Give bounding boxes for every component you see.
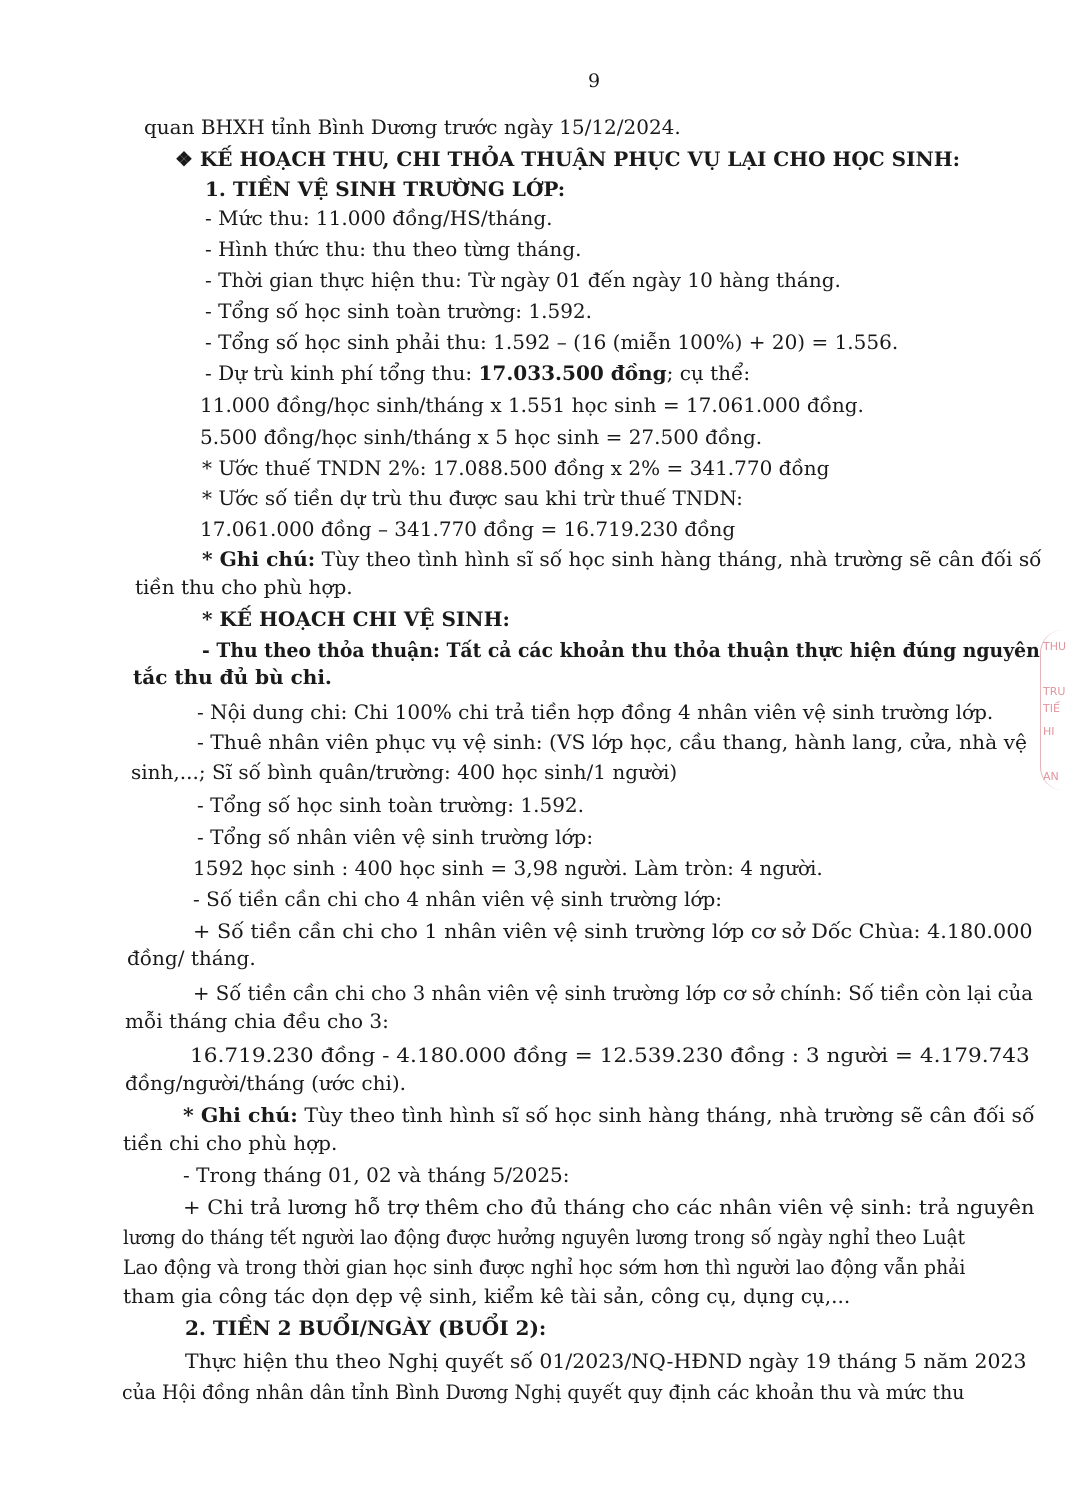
text-line: - Tổng số học sinh phải thu: 1.592 – (16 (miễn 100%) + 20) = 1.556. — [205, 330, 899, 354]
note-label: * Ghi chú: — [202, 547, 316, 571]
text-line: tham gia công tác dọn dẹp vệ sinh, kiểm kê tài sản, công cụ, dụng cụ,... — [123, 1284, 851, 1308]
text-line: lương do tháng tết người lao động được hưởng nguyên lương trong số ngày nghỉ theo Luật — [123, 1225, 965, 1249]
text-line: - Thời gian thực hiện thu: Từ ngày 01 đến ngày 10 hàng tháng. — [205, 268, 841, 292]
text-line: - Thuê nhân viên phục vụ vệ sinh: (VS lớp học, cầu thang, hành lang, cửa, nhà vệ — [197, 730, 1027, 754]
text-line: tiền chi cho phù hợp. — [123, 1131, 338, 1155]
text-line: Lao động và trong thời gian học sinh được nghỉ học sớm hơn thì người lao động vẫn phải — [123, 1255, 966, 1279]
text-line: - Mức thu: 11.000 đồng/HS/tháng. — [205, 206, 553, 230]
text-line: đồng/ tháng. — [127, 946, 256, 970]
text-line: 1592 học sinh : 400 học sinh = 3,98 người. Làm tròn: 4 người. — [193, 856, 823, 880]
text-line: - Nội dung chi: Chi 100% chi trả tiền hợp đồng 4 nhân viên vệ sinh trường lớp. — [197, 700, 994, 724]
text-line: 16.719.230 đồng - 4.180.000 đồng = 12.539.230 đồng : 3 người = 4.179.743 — [190, 1043, 1030, 1067]
note-line — [202, 546, 1042, 572]
text-line: * Ước thuế TNDN 2%: 17.088.500 đồng x 2% = 341.770 đồng — [202, 456, 830, 480]
text-line: mỗi tháng chia đều cho 3: — [125, 1009, 389, 1033]
page-number: 9 — [588, 70, 601, 92]
text-run: Tùy theo tình hình sĩ số học sinh hàng tháng, nhà trường sẽ cân đối số — [297, 1103, 1035, 1127]
text-line: của Hội đồng nhân dân tỉnh Bình Dương Nghị quyết quy định các khoản thu và mức thu — [122, 1380, 965, 1404]
text-line: * Ước số tiền dự trù thu được sau khi trừ thuế TNDN: — [202, 486, 743, 510]
text-line: - Tổng số học sinh toàn trường: 1.592. — [205, 299, 593, 323]
text-run: Tùy theo tình hình sĩ số học sinh hàng tháng, nhà trường sẽ cân đối số — [315, 547, 1042, 571]
note-line — [183, 1102, 1035, 1128]
text-line: 11.000 đồng/học sinh/tháng x 1.551 học sinh = 17.061.000 đồng. — [200, 393, 864, 417]
bold-line: - Thu theo thỏa thuận: Tất cả các khoản thu thỏa thuận thực hiện đúng nguyên — [202, 638, 1040, 662]
text-line: - Trong tháng 01, 02 và tháng 5/2025: — [183, 1163, 570, 1187]
text-line — [205, 360, 750, 386]
text-line: tiền thu cho phù hợp. — [135, 575, 353, 599]
text-line: 17.061.000 đồng – 341.770 đồng = 16.719.230 đồng — [200, 517, 736, 541]
text-run: ; cụ thể: — [666, 361, 751, 385]
text-line: Thực hiện thu theo Nghị quyết số 01/2023/NQ-HĐND ngày 19 tháng 5 năm 2023 — [185, 1349, 1027, 1373]
text-line: quan BHXH tỉnh Bình Dương trước ngày 15/12/2024. — [144, 115, 681, 139]
text-line: + Số tiền cần chi cho 3 nhân viên vệ sinh trường lớp cơ sở chính: Số tiền còn lại của — [193, 981, 1034, 1005]
note-label: * Ghi chú: — [183, 1103, 298, 1127]
bold-line: tắc thu đủ bù chi. — [133, 665, 332, 689]
bold-amount: 17.033.500 đồng — [478, 361, 667, 385]
text-line: + Chi trả lương hỗ trợ thêm cho đủ tháng cho các nhân viên vệ sinh: trả nguyên — [183, 1195, 1035, 1219]
subsection-heading: 2. TIỀN 2 BUỔI/NGÀY (BUỔI 2): — [185, 1316, 547, 1340]
subsection-heading: 1. TIỀN VỆ SINH TRƯỜNG LỚP: — [205, 177, 566, 201]
text-run: - Dự trù kinh phí tổng thu: — [205, 361, 479, 385]
text-line: sinh,...; Sĩ số bình quân/trường: 400 học sinh/1 người) — [131, 760, 678, 784]
text-line: - Tổng số học sinh toàn trường: 1.592. — [197, 793, 585, 817]
subsection-heading: * KẾ HOẠCH CHI VỆ SINH: — [202, 607, 510, 631]
section-heading: ❖ KẾ HOẠCH THU, CHI THỎA THUẬN PHỤC VỤ LẠI CHO HỌC SINH: — [175, 147, 961, 171]
text-line: - Tổng số nhân viên vệ sinh trường lớp: — [197, 825, 594, 849]
text-line: 5.500 đồng/học sinh/tháng x 5 học sinh = 27.500 đồng. — [200, 425, 763, 449]
text-line: - Số tiền cần chi cho 4 nhân viên vệ sinh trường lớp: — [193, 887, 722, 911]
text-line: - Hình thức thu: thu theo từng tháng. — [205, 237, 582, 261]
stamp-edge: THU TRU TIỂ HI AN — [1040, 630, 1063, 790]
text-line: + Số tiền cần chi cho 1 nhân viên vệ sinh trường lớp cơ sở Dốc Chùa: 4.180.000 — [193, 919, 1033, 943]
text-line: đồng/người/tháng (ước chi). — [125, 1071, 407, 1095]
